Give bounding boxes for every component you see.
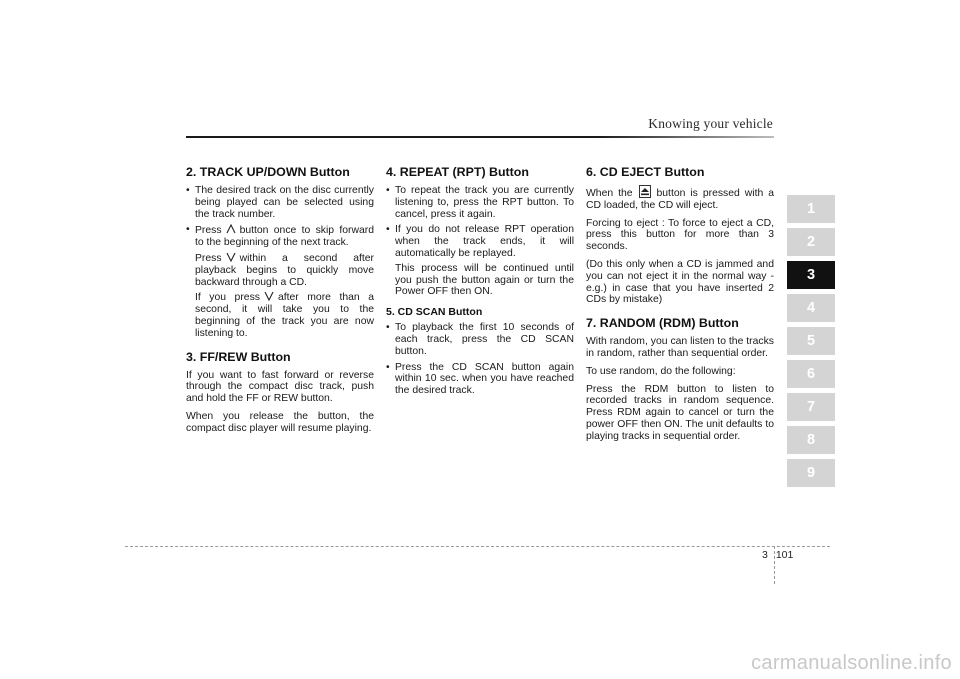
heading-cd-scan: 5. CD SCAN Button	[386, 306, 483, 319]
watermark: carmanualsonline.info	[751, 652, 952, 674]
chapter-tab[interactable]: 1	[787, 195, 835, 223]
repeat-bullet-list	[386, 185, 574, 298]
chapter-number: 3	[762, 549, 768, 561]
heading-track-updown: 2. TRACK UP/DOWN Button	[186, 165, 350, 179]
paragraph: Forcing to eject : To force to eject a CD, press this button for more than 3 seconds.	[586, 217, 774, 253]
sub-text: If you press	[195, 292, 260, 304]
page-number	[762, 549, 793, 561]
sub-paragraph	[195, 252, 374, 288]
chevron-down-icon	[263, 291, 275, 301]
paragraph-text: button is pressed with a CD loaded, the CD will eject.	[586, 188, 774, 211]
chapter-tab[interactable]: 7	[787, 393, 835, 421]
list-item: • To repeat the track you are currently listening to, press the RPT button. To cancel, press it again.	[386, 185, 574, 220]
column-1	[186, 165, 374, 441]
chapter-tab[interactable]: 4	[787, 294, 835, 322]
list-item	[186, 224, 374, 339]
sub-text: within a second after playback begins to quickly move backward through a CD.	[195, 252, 374, 288]
paragraph: Press the RDM button to listen to recorded tracks in random sequence. Press RDM again to cancel or turn the power OFF then ON. The unit defaults to playing tracks in sequential order.	[586, 383, 774, 442]
paragraph: To use random, do the following:	[586, 365, 736, 377]
column-2	[386, 165, 574, 401]
sub-text: after more than a second, it will take you to the beginning of the track you are now listening to.	[195, 292, 374, 339]
paragraph: When you release the button, the compact disc player will resume playing.	[186, 410, 374, 434]
chapter-tab-active[interactable]: 3	[787, 261, 835, 289]
sub-paragraph	[195, 291, 374, 339]
list-item	[386, 224, 574, 298]
paragraph-text: When the	[586, 188, 633, 199]
chevron-up-icon	[225, 224, 237, 234]
heading-random: 7. RANDOM (RDM) Button	[586, 316, 739, 331]
heading-repeat: 4. REPEAT (RPT) Button	[386, 165, 529, 179]
scan-bullet-list	[386, 322, 574, 397]
paragraph	[586, 185, 774, 212]
bullet-text: Press	[195, 225, 222, 237]
heading-ff-rew: 3. FF/REW Button	[186, 349, 291, 364]
page-number-value: 101	[775, 549, 794, 561]
bullet-text: If you do not release RPT operation when the track ends, it will automatically be replayed.	[395, 224, 574, 259]
chapter-tab[interactable]: 6	[787, 360, 835, 388]
list-item: • To playback the first 10 seconds of each track, press the CD SCAN button.	[386, 322, 574, 357]
chapter-tab[interactable]: 5	[787, 327, 835, 355]
paragraph: With random, you can listen to the tracks in random, rather than sequential order.	[586, 336, 774, 359]
footer-rule	[125, 546, 830, 547]
list-item	[186, 185, 374, 220]
bullet-text: The desired track on the disc currently being played can be selected using the track number.	[195, 185, 374, 220]
heading-cd-eject: 6. CD EJECT Button	[586, 165, 705, 179]
chapter-tab[interactable]: 9	[787, 459, 835, 487]
paragraph: If you want to fast forward or reverse through the compact disc track, push and hold the FF or REW button.	[186, 369, 374, 405]
paragraph: (Do this only when a CD is jammed and you can not eject it in the normal way - e.g.) in case that you have inserted 2 CDs by mistake)	[586, 258, 774, 306]
eject-icon	[639, 185, 651, 198]
chapter-tab[interactable]: 8	[787, 426, 835, 454]
sub-text: Press	[195, 252, 222, 264]
header-rule	[186, 136, 774, 138]
list-item: • Press the CD SCAN button again within 10 sec. when you have reached the desired track.	[386, 362, 574, 397]
sub-paragraph: This process will be continued until you push the button again or turn the Power OFF then ON.	[395, 262, 574, 298]
chapter-tabs	[787, 195, 835, 492]
chevron-down-icon	[225, 252, 237, 262]
column-3	[586, 165, 774, 449]
page-header-title: Knowing your vehicle	[648, 116, 773, 131]
chapter-tab[interactable]: 2	[787, 228, 835, 256]
bullet-text: button once to skip forward to the beginning of the next track.	[195, 225, 374, 249]
track-bullet-list	[186, 185, 374, 340]
